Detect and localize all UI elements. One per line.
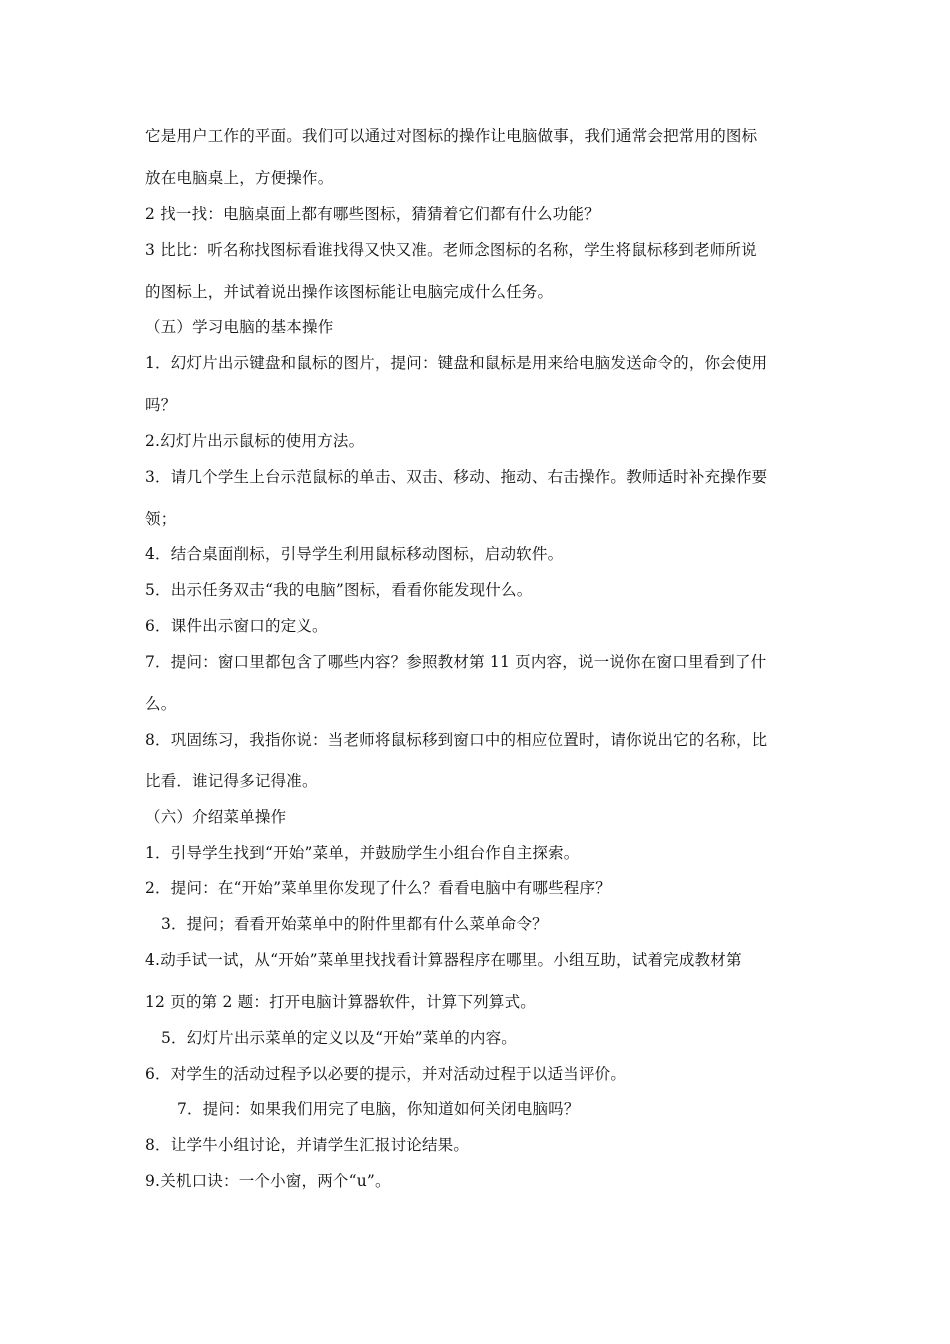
text-line: 3．提问；看看开始菜单中的附件里都有什么菜单命令？ [161, 915, 548, 933]
text-line: 5．出示任务双击“我的电脑”图标，看看你能发现什么。 [145, 581, 533, 599]
text-line: 5．幻灯片出示菜单的定义以及“开始”菜单的内容。 [161, 1029, 518, 1047]
text-line: 2 找一找：电脑桌面上都有哪些图标，猜猜着它们都有什么功能？ [145, 205, 600, 223]
text-line: 的图标上，并试着说出操作该图标能让电脑完成什么任务。 [145, 283, 554, 301]
text-line: 么。 [145, 695, 177, 713]
text-line: 放在电脑桌上，方便操作。 [145, 169, 334, 187]
text-line: 1．引导学生找到“开始”菜单，并鼓励学生小组台作自主探索。 [145, 844, 580, 862]
section-heading: （五）学习电脑的基本操作 [145, 318, 334, 336]
text-line: 它是用户工作的平面。我们可以通过对图标的操作让电脑做事，我们通常会把常用的图标 [145, 127, 758, 145]
text-line: 8．巩固练习，我指你说：当老师将鼠标移到窗口中的相应位置时，请你说出它的名称，比 [145, 731, 768, 749]
text-line: 4．结合桌面削标，引导学生利用鼠标移动图标，启动软件。 [145, 545, 564, 563]
text-line: 7．提问：窗口里都包含了哪些内容？参照教材第 11 页内容，说一说你在窗口里看到了什 [145, 653, 767, 671]
text-line: 领； [145, 510, 177, 528]
text-line: 3 比比：听名称找图标看谁找得又快又准。老师念图标的名称，学生将鼠标移到老师所说 [145, 241, 757, 259]
text-line: 2.幻灯片出示鼠标的使用方法。 [145, 432, 365, 450]
text-line: 7．提问：如果我们用完了电脑，你知道如何关闭电脑吗？ [177, 1100, 580, 1118]
text-line: 3．请几个学生上台示范鼠标的单击、双击、移动、拖动、右击操作。教师适时补充操作要 [145, 468, 768, 486]
text-line: 6．对学生的活动过程予以必要的提示，并对活动过程于以适当评价。 [145, 1065, 627, 1083]
text-line: 4.动手试一试，从“开始”菜单里找找看计算器程序在哪里。小组互助，试着完成教材第 [145, 951, 742, 969]
text-line: 吗？ [145, 396, 177, 414]
text-line: 2．提问：在“开始”菜单里你发现了什么？看看电脑中有哪些程序？ [145, 879, 611, 897]
text-line: 12 页的第 2 题：打开电脑计算器软件，计算下列算式。 [145, 993, 536, 1011]
text-line: 1．幻灯片出示键盘和鼠标的图片，提问：键盘和鼠标是用来给电脑发送命令的，你会使用 [145, 354, 768, 372]
text-line: 6．课件出示窗口的定义。 [145, 617, 328, 635]
text-line: 比看．谁记得多记得准。 [145, 772, 318, 790]
text-line: 8．让学牛小组讨论，并请学生汇报讨论结果。 [145, 1136, 470, 1154]
section-heading: （六）介绍菜单操作 [145, 808, 287, 826]
text-line: 9.关机口诀：一个小窗，两个“u”。 [145, 1172, 391, 1190]
